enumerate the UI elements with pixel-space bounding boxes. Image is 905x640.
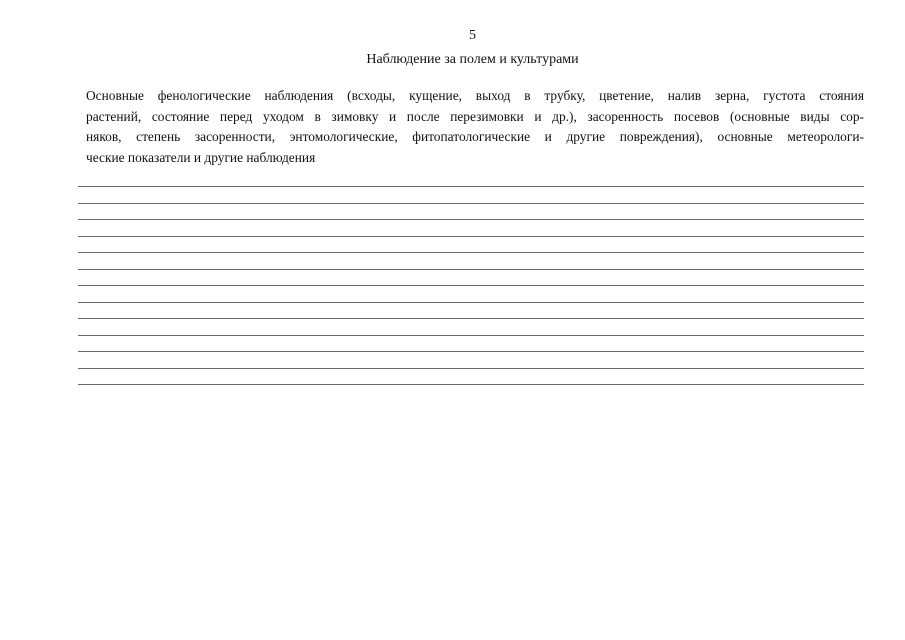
blank-line <box>78 368 864 369</box>
instructions-line: Основные фенологические наблюдения (всходы, кущение, выход в трубку, цветение, налив зерна, густота стояния <box>86 88 864 103</box>
instructions-line: ческие показатели и другие наблюдения <box>86 149 316 165</box>
blank-line <box>78 203 864 204</box>
ruled-answer-area[interactable] <box>78 186 864 401</box>
blank-line <box>78 269 864 270</box>
instructions-line: растений, состояние перед уходом в зимовку и после перезимовки и др.), засоренность посевов (основные виды сор- <box>86 108 864 124</box>
blank-line <box>78 384 864 385</box>
instructions-line: няков, степень засоренности, энтомологические, фитопатологические и другие повреждения), основные метеорологи- <box>86 129 864 144</box>
blank-line <box>78 285 864 286</box>
blank-line <box>78 219 864 220</box>
blank-line <box>78 318 864 319</box>
section-title: Наблюдение за полем и культурами <box>366 52 579 67</box>
blank-line <box>78 186 864 187</box>
blank-line <box>78 302 864 303</box>
blank-line <box>78 351 864 352</box>
page-number: 5 <box>469 28 476 43</box>
blank-line <box>78 252 864 253</box>
instructions-paragraph <box>86 86 864 168</box>
blank-line <box>78 335 864 336</box>
blank-line <box>78 236 864 237</box>
